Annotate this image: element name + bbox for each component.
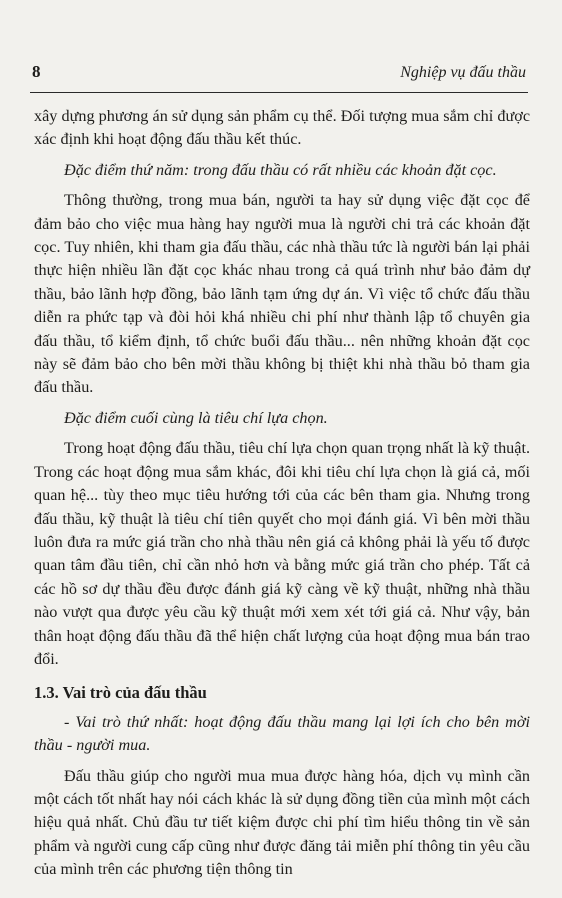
running-header: Nghiệp vụ đấu thầu bbox=[400, 64, 526, 81]
feature-last-heading: Đặc điểm cuối cùng là tiêu chí lựa chọn. bbox=[64, 408, 328, 427]
body-text bbox=[34, 105, 530, 889]
role-one-heading: - Vai trò thứ nhất: hoạt động đấu thầu mang lại lợi ích cho bên mời thầu - người mua. bbox=[34, 712, 530, 755]
page-number: 8 bbox=[32, 62, 41, 81]
feature-five-heading: Đặc điểm thứ năm: trong đấu thầu có rất nhiều các khoản đặt cọc. bbox=[64, 160, 497, 179]
header-rule bbox=[30, 92, 528, 93]
paragraph-continuation: xây dựng phương án sử dụng sản phẩm cụ thể. Đối tượng mua sắm chỉ được xác định khi hoạt động đấu thầu kết thúc. bbox=[34, 107, 530, 149]
section-heading: 1.3. Vai trò của đấu thầu bbox=[34, 683, 207, 703]
paragraph-deposits: Thông thường, trong mua bán, người ta hay sử dụng việc đặt cọc để đảm bảo cho việc mua hàng hay người mua là người chi trả các khoản đặt cọc. Tuy nhiên, khi tham gia đấu thầu, các nhà thầu tức là người bán lại phải thực hiện nhiều lần đặt cọc khác nhau trong cả quá trình như bảo đảm dự thầu, bảo lãnh hợp đồng, bảo lãnh tạm ứng dự án. Vì việc tổ chức đấu thầu diễn ra phức tạp và đòi hỏi khá nhiều chi phí như thành lập tổ chuyên gia đấu thầu, tổ kiểm định, tổ chức buổi đấu thầu... nên những khoản đặt cọc này sẽ đảm bảo cho bên mời thầu không bị thiệt khi nhà thầu bỏ tham gia đấu thầu. bbox=[34, 191, 530, 397]
paragraph-buyer-benefit: Đấu thầu giúp cho người mua mua được hàng hóa, dịch vụ mình cần một cách tốt nhất hay nói cách khác là sử dụng đồng tiền của mình một cách hiệu quả nhất. Chủ đầu tư tiết kiệm được chi phí tìm hiểu thông tin về sản phẩm và người cung cấp cũng như được đăng tải miễn phí thông tin yêu cầu của mình trên các phương tiện thông tin bbox=[34, 766, 530, 879]
paragraph-criteria: Trong hoạt động đấu thầu, tiêu chí lựa chọn quan trọng nhất là kỹ thuật. Trong các hoạt động mua sắm khác, đôi khi tiêu chí lựa chọn là giá cả, mối quan hệ... tùy theo mục tiêu hướng tới của các bên tham gia. Nhưng trong đấu thầu, kỹ thuật là tiêu chí tiên quyết cho mọi đánh giá. Vì bên mời thầu luôn đưa ra mức giá trần cho nhà thầu nên giá cả không phải là yếu tố được quan tâm đầu tiên, chỉ cần nhỏ hơn và bằng mức giá trần cho phép. Tất cả các hồ sơ dự thầu đều được đánh giá kỹ càng về kỹ thuật, những nhà thầu nào vượt qua được yêu cầu kỹ thuật mới xem xét tới giá cả. Như vậy, bản thân hoạt động đấu thầu đã thể hiện chất lượng của hoạt động mua bán trao đổi. bbox=[34, 439, 530, 668]
